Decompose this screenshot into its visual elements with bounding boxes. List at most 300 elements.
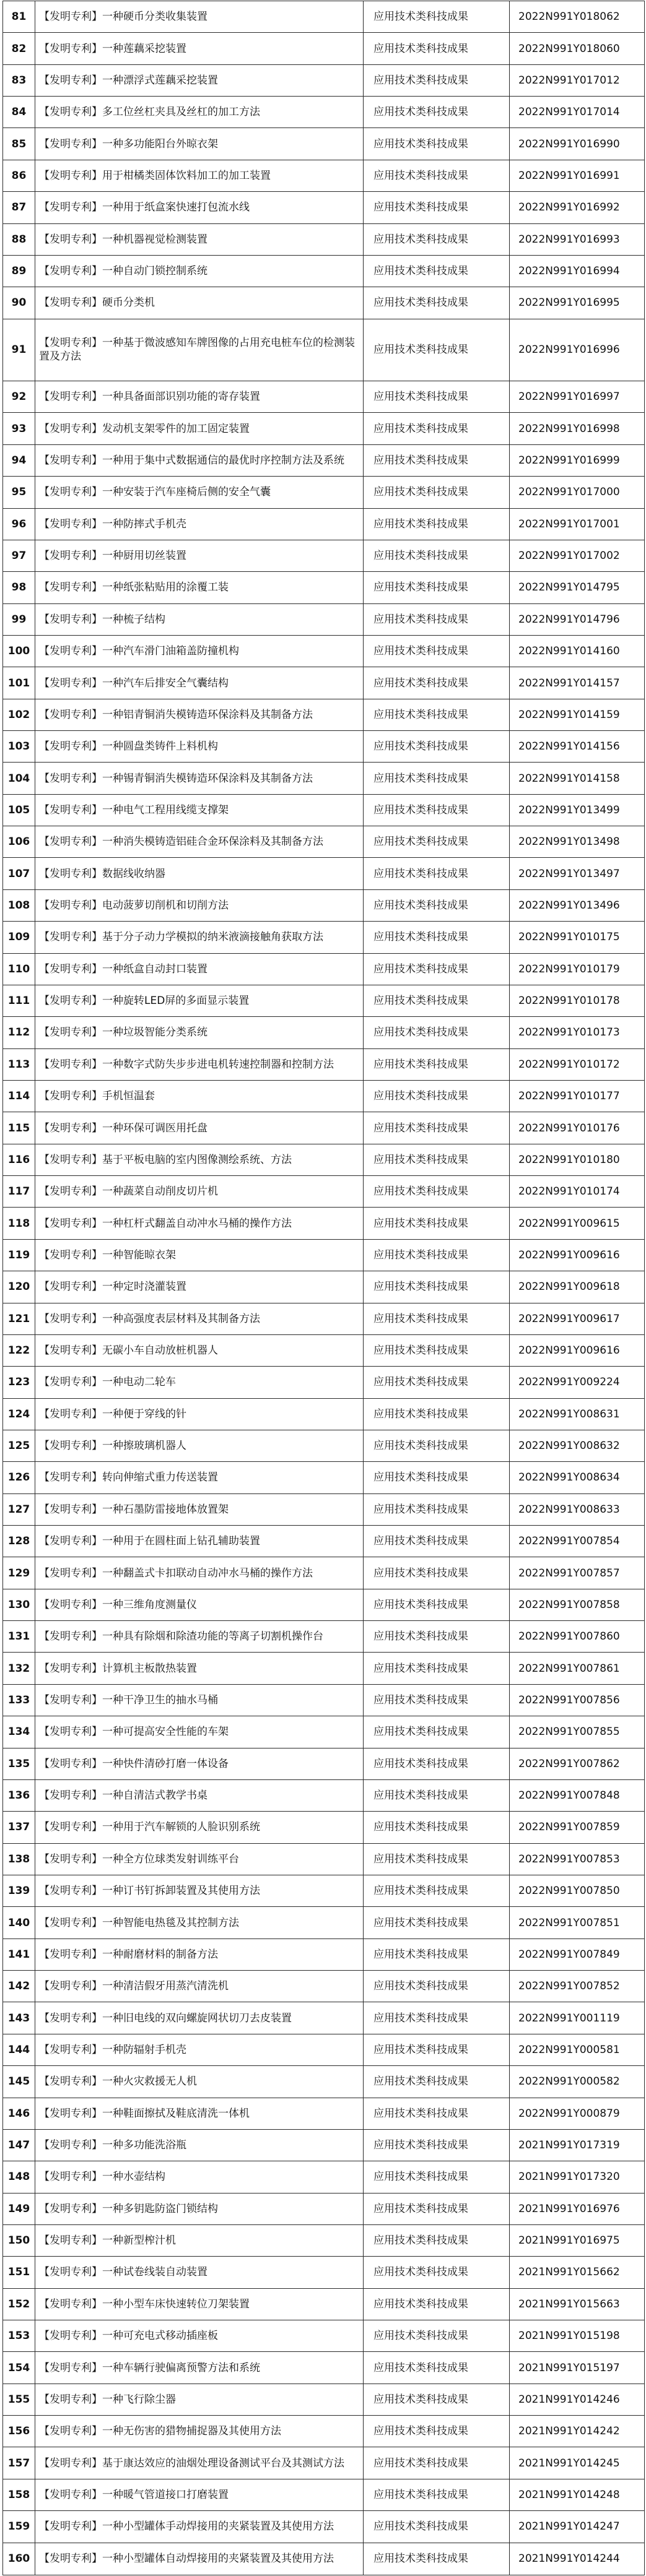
achievement-category: 应用技术类科技成果 xyxy=(364,572,510,603)
achievement-category: 应用技术类科技成果 xyxy=(364,603,510,635)
registration-code: 2022N991Y014796 xyxy=(510,603,645,635)
row-number: 94 xyxy=(3,444,35,476)
table-row xyxy=(3,1971,645,2002)
achievement-category: 应用技术类科技成果 xyxy=(364,1271,510,1303)
row-number: 150 xyxy=(3,2224,35,2256)
table-row xyxy=(3,444,645,476)
achievement-category: 应用技术类科技成果 xyxy=(364,1112,510,1144)
registration-code: 2022N991Y007854 xyxy=(510,1526,645,1557)
table-row xyxy=(3,2066,645,2098)
achievement-category: 应用技术类科技成果 xyxy=(364,1621,510,1653)
row-number: 120 xyxy=(3,1271,35,1303)
achievement-category: 应用技术类科技成果 xyxy=(364,2224,510,2256)
registration-code: 2021N991Y014246 xyxy=(510,2384,645,2415)
patent-title: 【发明专利】一种便于穿线的针 xyxy=(35,1398,364,1430)
table-row xyxy=(3,2479,645,2510)
registration-code: 2021N991Y015197 xyxy=(510,2352,645,2384)
registration-code: 2022N991Y009616 xyxy=(510,1239,645,1271)
patent-table xyxy=(2,1,645,2575)
table-row xyxy=(3,1303,645,1334)
table-row xyxy=(3,603,645,635)
achievement-category: 应用技术类科技成果 xyxy=(364,287,510,319)
patent-title: 【发明专利】一种电气工程用线缆支撑架 xyxy=(35,794,364,826)
registration-code: 2022N991Y000582 xyxy=(510,2066,645,2098)
row-number: 122 xyxy=(3,1334,35,1366)
achievement-category: 应用技术类科技成果 xyxy=(364,1653,510,1684)
achievement-category: 应用技术类科技成果 xyxy=(364,223,510,255)
table-row xyxy=(3,1875,645,1906)
achievement-category: 应用技术类科技成果 xyxy=(364,1526,510,1557)
registration-code: 2022N991Y007862 xyxy=(510,1748,645,1779)
row-number: 104 xyxy=(3,763,35,794)
registration-code: 2022N991Y007852 xyxy=(510,1971,645,2002)
patent-title: 【发明专利】一种水壶结构 xyxy=(35,2161,364,2193)
patent-title: 【发明专利】一种清洁假牙用蒸汽清洗机 xyxy=(35,1971,364,2002)
registration-code: 2022N991Y016997 xyxy=(510,381,645,413)
registration-code: 2022N991Y014156 xyxy=(510,731,645,763)
patent-title: 【发明专利】一种智能晾衣架 xyxy=(35,1239,364,1271)
patent-title: 【发明专利】基于康达效应的油烟处理设备测试平台及其测试方法 xyxy=(35,2447,364,2479)
row-number: 124 xyxy=(3,1398,35,1430)
registration-code: 2022N991Y017014 xyxy=(510,97,645,128)
registration-code: 2022N991Y013499 xyxy=(510,794,645,826)
table-row xyxy=(3,477,645,508)
patent-title: 【发明专利】一种垃圾智能分类系统 xyxy=(35,1017,364,1048)
achievement-category: 应用技术类科技成果 xyxy=(364,381,510,413)
achievement-category: 应用技术类科技成果 xyxy=(364,858,510,889)
patent-title: 【发明专利】一种旧电线的双向螺旋网状切刀去皮装置 xyxy=(35,2002,364,2034)
patent-title: 【发明专利】一种汽车后排安全气囊结构 xyxy=(35,667,364,699)
row-number: 111 xyxy=(3,985,35,1016)
registration-code: 2022N991Y010180 xyxy=(510,1144,645,1175)
table-row xyxy=(3,2288,645,2320)
registration-code: 2022N991Y016992 xyxy=(510,192,645,223)
row-number: 118 xyxy=(3,1208,35,1239)
table-row xyxy=(3,2224,645,2256)
table-row xyxy=(3,1716,645,1748)
achievement-category: 应用技术类科技成果 xyxy=(364,2479,510,2510)
registration-code: 2022N991Y007857 xyxy=(510,1557,645,1589)
table-row xyxy=(3,1748,645,1779)
achievement-category: 应用技术类科技成果 xyxy=(364,2288,510,2320)
row-number: 137 xyxy=(3,1812,35,1843)
row-number: 138 xyxy=(3,1843,35,1875)
registration-code: 2022N991Y014157 xyxy=(510,667,645,699)
registration-code: 2022N991Y007861 xyxy=(510,1653,645,1684)
row-number: 140 xyxy=(3,1907,35,1938)
achievement-category: 应用技术类科技成果 xyxy=(364,2098,510,2129)
row-number: 83 xyxy=(3,64,35,96)
registration-code: 2021N991Y015662 xyxy=(510,2257,645,2288)
registration-code: 2022N991Y007858 xyxy=(510,1589,645,1620)
patent-title: 【发明专利】一种漂浮式莲藕采挖装置 xyxy=(35,64,364,96)
row-number: 101 xyxy=(3,667,35,699)
row-number: 142 xyxy=(3,1971,35,2002)
achievement-category: 应用技术类科技成果 xyxy=(364,97,510,128)
achievement-category: 应用技术类科技成果 xyxy=(364,1048,510,1080)
table-row xyxy=(3,2384,645,2415)
row-number: 133 xyxy=(3,1684,35,1716)
row-number: 160 xyxy=(3,2543,35,2575)
registration-code: 2022N991Y014160 xyxy=(510,635,645,667)
table-row xyxy=(3,1938,645,1970)
registration-code: 2021N991Y016976 xyxy=(510,2193,645,2224)
row-number: 128 xyxy=(3,1526,35,1557)
achievement-category: 应用技术类科技成果 xyxy=(364,922,510,953)
patent-title: 【发明专利】一种多功能洗浴瓶 xyxy=(35,2129,364,2161)
patent-title: 【发明专利】一种环保可调医用托盘 xyxy=(35,1112,364,1144)
row-number: 129 xyxy=(3,1557,35,1589)
patent-title: 【发明专利】一种试卷线装自动装置 xyxy=(35,2257,364,2288)
table-row xyxy=(3,381,645,413)
registration-code: 2022N991Y007856 xyxy=(510,1684,645,1716)
row-number: 130 xyxy=(3,1589,35,1620)
row-number: 114 xyxy=(3,1081,35,1112)
patent-title: 【发明专利】一种自清洁式教学书桌 xyxy=(35,1779,364,1811)
registration-code: 2022N991Y009616 xyxy=(510,1334,645,1366)
achievement-category: 应用技术类科技成果 xyxy=(364,953,510,985)
table-row xyxy=(3,1048,645,1080)
row-number: 81 xyxy=(3,1,35,33)
table-row xyxy=(3,1271,645,1303)
achievement-category: 应用技术类科技成果 xyxy=(364,540,510,571)
achievement-category: 应用技术类科技成果 xyxy=(364,1779,510,1811)
achievement-category: 应用技术类科技成果 xyxy=(364,1144,510,1175)
row-number: 105 xyxy=(3,794,35,826)
registration-code: 2021N991Y016975 xyxy=(510,2224,645,2256)
table-row xyxy=(3,1907,645,1938)
achievement-category: 应用技术类科技成果 xyxy=(364,1,510,33)
row-number: 144 xyxy=(3,2034,35,2065)
achievement-category: 应用技术类科技成果 xyxy=(364,1938,510,1970)
achievement-category: 应用技术类科技成果 xyxy=(364,1239,510,1271)
achievement-category: 应用技术类科技成果 xyxy=(364,635,510,667)
table-row xyxy=(3,1367,645,1398)
achievement-category: 应用技术类科技成果 xyxy=(364,1334,510,1366)
patent-title: 【发明专利】一种暖气管道接口打磨装置 xyxy=(35,2479,364,2510)
patent-title: 【发明专利】数据线收纳器 xyxy=(35,858,364,889)
patent-title: 【发明专利】一种纸张粘贴用的涂覆工装 xyxy=(35,572,364,603)
registration-code: 2022N991Y018060 xyxy=(510,33,645,64)
row-number: 98 xyxy=(3,572,35,603)
achievement-category: 应用技术类科技成果 xyxy=(364,33,510,64)
patent-title: 【发明专利】一种蔬菜自动削皮切片机 xyxy=(35,1176,364,1208)
row-number: 156 xyxy=(3,2416,35,2447)
patent-title: 【发明专利】一种用于纸盒案快速打包流水线 xyxy=(35,192,364,223)
table-row xyxy=(3,1843,645,1875)
registration-code: 2022N991Y007850 xyxy=(510,1875,645,1906)
table-row xyxy=(3,1208,645,1239)
achievement-category: 应用技术类科技成果 xyxy=(364,826,510,858)
row-number: 154 xyxy=(3,2352,35,2384)
achievement-category: 应用技术类科技成果 xyxy=(364,2447,510,2479)
registration-code: 2022N991Y007849 xyxy=(510,1938,645,1970)
patent-title: 【发明专利】一种多钥匙防盗门锁结构 xyxy=(35,2193,364,2224)
table-row xyxy=(3,1589,645,1620)
row-number: 151 xyxy=(3,2257,35,2288)
table-row xyxy=(3,1526,645,1557)
row-number: 149 xyxy=(3,2193,35,2224)
registration-code: 2022N991Y017000 xyxy=(510,477,645,508)
achievement-category: 应用技术类科技成果 xyxy=(364,2193,510,2224)
row-number: 148 xyxy=(3,2161,35,2193)
patent-title: 【发明专利】一种纸盒自动封口装置 xyxy=(35,953,364,985)
patent-title: 【发明专利】一种石墨防雷接地体放置架 xyxy=(35,1493,364,1525)
achievement-category: 应用技术类科技成果 xyxy=(364,2257,510,2288)
registration-code: 2022N991Y009617 xyxy=(510,1303,645,1334)
patent-title: 【发明专利】一种用于汽车解锁的人脸识别系统 xyxy=(35,1812,364,1843)
registration-code: 2022N991Y014795 xyxy=(510,572,645,603)
registration-code: 2022N991Y007860 xyxy=(510,1621,645,1653)
patent-title: 【发明专利】基于分子动力学模拟的纳米液滴接触角获取方法 xyxy=(35,922,364,953)
registration-code: 2022N991Y017012 xyxy=(510,64,645,96)
patent-title: 【发明专利】一种定时浇灌装置 xyxy=(35,1271,364,1303)
table-row xyxy=(3,1493,645,1525)
registration-code: 2022N991Y013497 xyxy=(510,858,645,889)
row-number: 117 xyxy=(3,1176,35,1208)
patent-title: 【发明专利】一种汽车滑门油箱盖防撞机构 xyxy=(35,635,364,667)
table-row xyxy=(3,794,645,826)
registration-code: 2022N991Y018062 xyxy=(510,1,645,33)
row-number: 134 xyxy=(3,1716,35,1748)
achievement-category: 应用技术类科技成果 xyxy=(364,1843,510,1875)
achievement-category: 应用技术类科技成果 xyxy=(364,1875,510,1906)
registration-code: 2022N991Y017002 xyxy=(510,540,645,571)
patent-title: 【发明专利】一种全方位球类发射训练平台 xyxy=(35,1843,364,1875)
achievement-category: 应用技术类科技成果 xyxy=(364,1716,510,1748)
row-number: 112 xyxy=(3,1017,35,1048)
achievement-category: 应用技术类科技成果 xyxy=(364,255,510,287)
patent-title: 【发明专利】一种小型车床快速转位刀架装置 xyxy=(35,2288,364,2320)
achievement-category: 应用技术类科技成果 xyxy=(364,128,510,160)
achievement-category: 应用技术类科技成果 xyxy=(364,794,510,826)
row-number: 131 xyxy=(3,1621,35,1653)
achievement-category: 应用技术类科技成果 xyxy=(364,1430,510,1461)
table-row xyxy=(3,731,645,763)
row-number: 155 xyxy=(3,2384,35,2415)
achievement-category: 应用技术类科技成果 xyxy=(364,2066,510,2098)
patent-title: 【发明专利】基于平板电脑的室内图像测绘系统、方法 xyxy=(35,1144,364,1175)
patent-title: 【发明专利】一种旋转LED屏的多面显示装置 xyxy=(35,985,364,1016)
patent-title: 【发明专利】一种飞行除尘器 xyxy=(35,2384,364,2415)
table-row xyxy=(3,2034,645,2065)
table-row xyxy=(3,319,645,381)
row-number: 110 xyxy=(3,953,35,985)
registration-code: 2021N991Y014248 xyxy=(510,2479,645,2510)
patent-title: 【发明专利】一种小型罐体自动焊接用的夹紧装置及其使用方法 xyxy=(35,2543,364,2575)
registration-code: 2022N991Y008632 xyxy=(510,1430,645,1461)
table-row xyxy=(3,1812,645,1843)
registration-code: 2022N991Y014158 xyxy=(510,763,645,794)
table-row xyxy=(3,2257,645,2288)
patent-title: 【发明专利】一种具有除烟和除渣功能的等离子切割机操作台 xyxy=(35,1621,364,1653)
patent-title: 【发明专利】一种具备面部识别功能的寄存装置 xyxy=(35,381,364,413)
registration-code: 2022N991Y010174 xyxy=(510,1176,645,1208)
registration-code: 2021N991Y014244 xyxy=(510,2543,645,2575)
row-number: 90 xyxy=(3,287,35,319)
patent-title: 【发明专利】硬币分类机 xyxy=(35,287,364,319)
achievement-category: 应用技术类科技成果 xyxy=(364,763,510,794)
row-number: 116 xyxy=(3,1144,35,1175)
registration-code: 2021N991Y017319 xyxy=(510,2129,645,2161)
registration-code: 2022N991Y010173 xyxy=(510,1017,645,1048)
row-number: 157 xyxy=(3,2447,35,2479)
registration-code: 2022N991Y000581 xyxy=(510,2034,645,2065)
row-number: 136 xyxy=(3,1779,35,1811)
patent-title: 【发明专利】一种翻盖式卡扣联动自动冲水马桶的操作方法 xyxy=(35,1557,364,1589)
table-row xyxy=(3,889,645,921)
row-number: 89 xyxy=(3,255,35,287)
achievement-category: 应用技术类科技成果 xyxy=(364,2320,510,2352)
table-row xyxy=(3,2511,645,2543)
registration-code: 2022N991Y016998 xyxy=(510,413,645,444)
patent-title: 【发明专利】一种新型榨汁机 xyxy=(35,2224,364,2256)
patent-title: 【发明专利】一种消失模铸造铝硅合金环保涂料及其制备方法 xyxy=(35,826,364,858)
achievement-category: 应用技术类科技成果 xyxy=(364,1367,510,1398)
achievement-category: 应用技术类科技成果 xyxy=(364,1017,510,1048)
table-row xyxy=(3,985,645,1016)
achievement-category: 应用技术类科技成果 xyxy=(364,1398,510,1430)
row-number: 139 xyxy=(3,1875,35,1906)
patent-title: 【发明专利】一种莲藕采挖装置 xyxy=(35,33,364,64)
registration-code: 2022N991Y016991 xyxy=(510,160,645,191)
row-number: 123 xyxy=(3,1367,35,1398)
achievement-category: 应用技术类科技成果 xyxy=(364,2416,510,2447)
registration-code: 2022N991Y016993 xyxy=(510,223,645,255)
registration-code: 2022N991Y016994 xyxy=(510,255,645,287)
achievement-category: 应用技术类科技成果 xyxy=(364,319,510,381)
row-number: 91 xyxy=(3,319,35,381)
achievement-category: 应用技术类科技成果 xyxy=(364,444,510,476)
achievement-category: 应用技术类科技成果 xyxy=(364,667,510,699)
row-number: 126 xyxy=(3,1462,35,1493)
table-row xyxy=(3,1621,645,1653)
table-row xyxy=(3,33,645,64)
achievement-category: 应用技术类科技成果 xyxy=(364,2384,510,2415)
registration-code: 2022N991Y007851 xyxy=(510,1907,645,1938)
patent-title: 【发明专利】一种防辐射手机壳 xyxy=(35,2034,364,2065)
registration-code: 2022N991Y014159 xyxy=(510,699,645,730)
achievement-category: 应用技术类科技成果 xyxy=(364,1081,510,1112)
table-row xyxy=(3,922,645,953)
table-row xyxy=(3,508,645,540)
patent-title: 【发明专利】手机恒温套 xyxy=(35,1081,364,1112)
patent-title: 【发明专利】一种智能电热毯及其控制方法 xyxy=(35,1907,364,1938)
registration-code: 2022N991Y000879 xyxy=(510,2098,645,2129)
row-number: 125 xyxy=(3,1430,35,1461)
row-number: 152 xyxy=(3,2288,35,2320)
patent-title: 【发明专利】计算机主板散热装置 xyxy=(35,1653,364,1684)
registration-code: 2022N991Y009615 xyxy=(510,1208,645,1239)
table-row xyxy=(3,1,645,33)
table-row xyxy=(3,699,645,730)
table-row xyxy=(3,1557,645,1589)
table-row xyxy=(3,64,645,96)
achievement-category: 应用技术类科技成果 xyxy=(364,1493,510,1525)
achievement-category: 应用技术类科技成果 xyxy=(364,192,510,223)
row-number: 107 xyxy=(3,858,35,889)
row-number: 108 xyxy=(3,889,35,921)
achievement-category: 应用技术类科技成果 xyxy=(364,2161,510,2193)
achievement-category: 应用技术类科技成果 xyxy=(364,1462,510,1493)
table-row xyxy=(3,1653,645,1684)
row-number: 100 xyxy=(3,635,35,667)
achievement-category: 应用技术类科技成果 xyxy=(364,2511,510,2543)
patent-title: 【发明专利】多工位丝杠夹具及丝杠的加工方法 xyxy=(35,97,364,128)
achievement-category: 应用技术类科技成果 xyxy=(364,1303,510,1334)
row-number: 96 xyxy=(3,508,35,540)
patent-title: 【发明专利】一种自动门锁控制系统 xyxy=(35,255,364,287)
achievement-category: 应用技术类科技成果 xyxy=(364,699,510,730)
table-row xyxy=(3,1144,645,1175)
achievement-category: 应用技术类科技成果 xyxy=(364,985,510,1016)
table-row xyxy=(3,1430,645,1461)
table-row xyxy=(3,1081,645,1112)
patent-title: 【发明专利】一种防摔式手机壳 xyxy=(35,508,364,540)
achievement-category: 应用技术类科技成果 xyxy=(364,1748,510,1779)
patent-title: 【发明专利】一种三维角度测量仪 xyxy=(35,1589,364,1620)
table-row xyxy=(3,1684,645,1716)
table-row xyxy=(3,97,645,128)
row-number: 95 xyxy=(3,477,35,508)
registration-code: 2021N991Y014247 xyxy=(510,2511,645,2543)
table-row xyxy=(3,287,645,319)
table-row xyxy=(3,2161,645,2193)
row-number: 158 xyxy=(3,2479,35,2510)
achievement-category: 应用技术类科技成果 xyxy=(364,731,510,763)
table-row xyxy=(3,572,645,603)
achievement-category: 应用技术类科技成果 xyxy=(364,508,510,540)
patent-title: 【发明专利】发动机支架零件的加工固定装置 xyxy=(35,413,364,444)
row-number: 143 xyxy=(3,2002,35,2034)
patent-title: 【发明专利】一种用于在圆柱面上钻孔辅助装置 xyxy=(35,1526,364,1557)
registration-code: 2022N991Y010179 xyxy=(510,953,645,985)
patent-title: 【发明专利】一种安装于汽车座椅后侧的安全气囊 xyxy=(35,477,364,508)
patent-title: 【发明专利】一种硬币分类收集装置 xyxy=(35,1,364,33)
table-row xyxy=(3,1462,645,1493)
row-number: 99 xyxy=(3,603,35,635)
achievement-category: 应用技术类科技成果 xyxy=(364,64,510,96)
achievement-category: 应用技术类科技成果 xyxy=(364,2034,510,2065)
registration-code: 2022N991Y010178 xyxy=(510,985,645,1016)
patent-title: 【发明专利】一种耐磨材料的制备方法 xyxy=(35,1938,364,1970)
row-number: 113 xyxy=(3,1048,35,1080)
patent-title: 【发明专利】一种杠杆式翻盖自动冲水马桶的操作方法 xyxy=(35,1208,364,1239)
patent-title: 【发明专利】一种火灾救援无人机 xyxy=(35,2066,364,2098)
registration-code: 2022N991Y007859 xyxy=(510,1812,645,1843)
row-number: 85 xyxy=(3,128,35,160)
patent-title: 【发明专利】一种机器视觉检测装置 xyxy=(35,223,364,255)
registration-code: 2022N991Y016995 xyxy=(510,287,645,319)
patent-title: 【发明专利】一种鞋面擦拭及鞋底清洗一体机 xyxy=(35,2098,364,2129)
registration-code: 2021N991Y017320 xyxy=(510,2161,645,2193)
table-row xyxy=(3,128,645,160)
row-number: 141 xyxy=(3,1938,35,1970)
patent-title: 【发明专利】一种可充电式移动插座板 xyxy=(35,2320,364,2352)
registration-code: 2022N991Y008634 xyxy=(510,1462,645,1493)
patent-title: 【发明专利】一种擦玻璃机器人 xyxy=(35,1430,364,1461)
table-row xyxy=(3,2352,645,2384)
patent-title: 【发明专利】一种高强度表层材料及其制备方法 xyxy=(35,1303,364,1334)
registration-code: 2022N991Y009224 xyxy=(510,1367,645,1398)
table-row xyxy=(3,413,645,444)
table-row xyxy=(3,1112,645,1144)
registration-code: 2021N991Y014245 xyxy=(510,2447,645,2479)
row-number: 88 xyxy=(3,223,35,255)
registration-code: 2022N991Y013496 xyxy=(510,889,645,921)
table-row xyxy=(3,2416,645,2447)
achievement-category: 应用技术类科技成果 xyxy=(364,2129,510,2161)
